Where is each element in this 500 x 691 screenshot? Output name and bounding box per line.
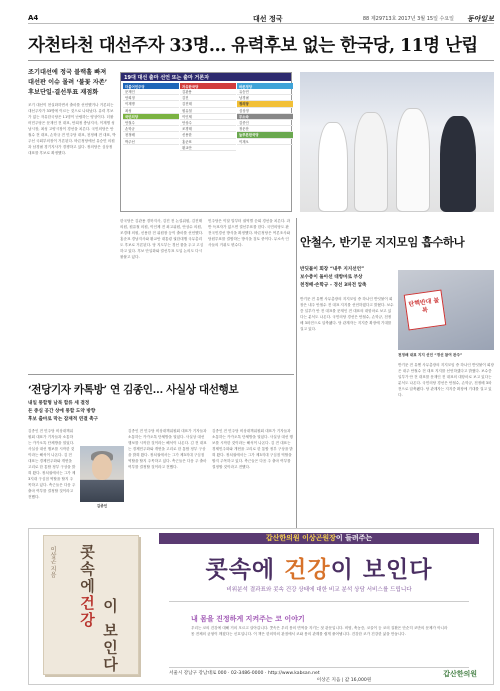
ad-title-part: 콧속에 — [205, 556, 285, 583]
book-title-continued: 이 보인다 — [101, 598, 119, 674]
table-row: 국민의당 — [123, 114, 179, 120]
ad-contact: 서울시 강남구 강남대로 000 · 02-3486-0000 · http://www.kabsan.net — [169, 671, 320, 676]
book-cover: 이상곤 지음 콧속에건강 이 보인다 이상곤 지음 | 값 16,000원 — [43, 535, 139, 675]
ad-author: 갑산한의원 이상곤원장 — [265, 534, 336, 542]
table-title: 19대 대선 출마 선언 또는 출마 거론자 — [121, 73, 291, 81]
book-title-highlight: 건강 — [78, 595, 96, 629]
ad-section-title: 내 몸을 진정하게 지켜주는 코 이야기 — [191, 615, 305, 623]
ad-title-part: 이 보인다 — [330, 556, 433, 583]
subhead-line: 보수층이 돌아선 대항마로 부상 — [300, 275, 363, 280]
table-row: 신용한 — [180, 132, 236, 138]
clinic-logo: 갑산한의원 — [443, 670, 477, 678]
divider — [28, 60, 494, 61]
candidates-photo — [300, 72, 494, 212]
table-row: 안희정 — [123, 95, 179, 101]
table-row: 정의당 — [237, 101, 293, 107]
table-column — [237, 83, 293, 145]
section-name: 대선 정국 — [253, 15, 283, 23]
column-header: 바른정당 — [237, 83, 293, 89]
subhead-line: 후보 출마로 막는 잠재적 연결 촉구 — [28, 417, 99, 422]
ad-title — [159, 551, 479, 584]
table-row: 조경태 — [180, 126, 236, 132]
rally-photo — [398, 270, 494, 350]
kim-body-left: 김종인 전 민주당 비상대책위원회 대표가 기자들과 소통하는 카카오톡 단체방을 열었다. 사실상 대선 행보를 시작한 것이라는 해석이 나온다. 김 전 대표는 경제민주화와 개헌을 고리로 한 통합 정부 구상을 밝혀 왔다. 정치권에서는 그가 제3지대 구심점 역할을 할지 주목하고 있다. 측근들은 다음 주 출마 여부를 결정할 것이라고 전했다. — [28, 429, 76, 499]
kim-headline: ‘전당기자 카톡방’ 연 김종인… 사실상 대선행보 — [28, 384, 239, 396]
table-row: 김진 — [180, 95, 236, 101]
column-header: 더불어민주당 — [123, 83, 179, 89]
subhead-line: 돈 중심 공간 상에 통합 도약 방향 — [28, 409, 96, 414]
table-row: 최성 — [123, 108, 179, 114]
ahn-body: 반기문 전 유엔 사무총장의 지지모임 중 하나인 반딧불이 회장은 내주 안철수 전 대표 지지를 선언하겠다고 밝혔다. 보수층 일부가 안 전 대표를 문재인 전 대표의 대항마로 보고 있다는 분석도 나온다. 국민의당 경선은 안철수, 손학규, 천정배 3파전으로 압축됐다. 당 관계자는 지지층 확장에 기대를 걸고 있다. — [300, 297, 394, 331]
page-number: A4 — [28, 14, 39, 22]
table-row: 손학규 — [123, 126, 179, 132]
table-row: 이인제 — [180, 114, 236, 120]
subhead-line: 천정배·손학규 - 경선 3파전 압축 — [300, 283, 367, 288]
article-body-left: 조기 대선이 현실화하면서 출마를 선언했거나 거론되는 대선주자가 33명에 이르는 것으로 나타났다. 유력 후보가 없는 자유한국당은 11명이 난립하는 양상이다. 더불어민주당은 문재인 전 대표, 안희정 충남지사, 이재명 성남시장, 최성 고양시장이 경선을 치른다. 국민의당은 안철수 전 대표, 손학규 전 민주당 대표, 천정배 전 대표, 박주선 국회부의장이 거론된다. 바른정당에선 유승민 의원과 남경필 경기지사가 경쟁하고 있다. 정의당은 심상정 대표를 후보로 확정했다. — [28, 103, 116, 155]
ad-divider — [169, 667, 469, 668]
table-row: 남경필 — [237, 95, 293, 101]
table-column — [123, 83, 179, 145]
lead-line: 후보단일·결선투표 재점화 — [28, 89, 99, 96]
kim-body-right: 김종인 전 민주당 비상대책위원회 대표가 기자들과 소통하는 카카오톡 단체방을 열었다. 사실상 대선 행보를 시작한 것이라는 해석이 나온다. 김 전 대표는 경제민주화와 개헌을 고리로 한 통합 정부 구상을 밝혀 왔다. 정치권에서는 그가 제3지대 구심점 역할을 할지 주목하고 있다. 측근들은 다음 주 출마 여부를 결정할 것이라고 전했다. — [212, 429, 293, 469]
table-row: 안철수 — [123, 120, 179, 126]
kim-body-middle: 김종인 전 민주당 비상대책위원회 대표가 기자들과 소통하는 카카오톡 단체방을 열었다. 사실상 대선 행보를 시작한 것이라는 해석이 나온다. 김 전 대표는 경제민주화와 개헌을 고리로 한 통합 정부 구상을 밝혀 왔다. 정치권에서는 그가 제3지대 구심점 역할을 할지 주목하고 있다. 측근들은 다음 주 출마 여부를 결정할 것이라고 전했다. — [128, 429, 207, 469]
issue-info: 88 제29713호 2017년 3월 15일 수요일 — [362, 16, 454, 22]
table-row: 무소속 — [237, 114, 293, 120]
lead-line: 조기대선에 정국 블랙홀 빠져 — [28, 69, 107, 76]
table-row: 황교안 — [180, 145, 236, 151]
table-row: 늘푸른한국당 — [237, 132, 293, 138]
table-row: 김진태 — [180, 101, 236, 107]
ad-body: 우리는 코의 건강에 대해 거의 모르고 살아갑니다. 콧속은 우리 몸의 면역을 지키는 첫 관문입니다. 비염, 축농증, 코골이 등 코의 질환은 단순히 코만의 문제가 아니라 몸 전체의 균형이 깨졌다는 신호입니다. 이 책은 한의학의 관점에서 코와 몸의 관계를 쉽게 풀어냅니다. 건강한 코가 건강한 삶을 만듭니다. — [191, 626, 448, 636]
table-row: 김종인 — [237, 120, 293, 126]
ahn-subhead — [300, 266, 396, 290]
article-body-right: 민주당은 이달 말부터 권역별 순회 경선을 치른다. 과반 득표자가 없으면 결선투표를 한다. 국민의당도 완전국민경선 방식을 확정했다. 바른정당은 여론조사와 당원투표를 결합하는 방식을 검토 중이다. 무소속 인사들의 거취도 변수다. — [208, 219, 291, 247]
table-row: 문재인 — [123, 89, 179, 95]
table-row: 천정배 — [123, 132, 179, 138]
page-header — [28, 14, 494, 24]
main-headline: 자천타천 대선주자 33명… 유력후보 없는 한국당, 11명 난립 — [28, 36, 478, 56]
table-column — [180, 83, 236, 151]
table-row: 원유철 — [180, 108, 236, 114]
table-row: 유승민 — [237, 89, 293, 95]
table-row: 박주선 — [123, 139, 179, 145]
column-header: 자유한국당 — [180, 83, 236, 89]
subhead-line: 반딧불이 회장 “내주 지지선언” — [300, 267, 365, 272]
book-advertisement — [28, 528, 494, 685]
photo-caption: 천정배 대표 지지 선언 “경선 참여 완주” — [398, 353, 463, 357]
lead-summary — [28, 68, 116, 98]
column-divider — [296, 218, 297, 528]
table-row: 정운찬 — [237, 126, 293, 132]
ahn-body-continued: 반기문 전 유엔 사무총장의 지지모임 중 하나인 반딧불이 회장은 내주 안철수 전 대표 지지를 선언하겠다고 밝혔다. 보수층 일부가 안 전 대표를 문재인 전 대표의 대항마로 보고 있다는 분석도 나온다. 국민의당 경선은 안철수, 손학규, 천정배 3파전으로 압축됐다. 당 관계자는 지지층 확장에 기대를 걸고 있다. — [398, 363, 494, 397]
table-row: 김관용 — [180, 89, 236, 95]
portrait-face — [92, 454, 112, 480]
person-figure — [440, 116, 476, 212]
ad-divider — [169, 601, 469, 602]
kim-portrait — [80, 446, 124, 502]
table-row: 심상정 — [237, 108, 293, 114]
person-figure — [354, 112, 388, 212]
table-row: 이재오 — [237, 139, 293, 145]
person-figure — [318, 122, 348, 212]
candidate-table — [120, 72, 292, 212]
masthead: 동아일보 — [466, 15, 494, 23]
table-row: 홍준표 — [180, 139, 236, 145]
book-spine-text: 이상곤 지음 — [49, 546, 56, 578]
book-title — [78, 544, 95, 629]
ahn-headline: 안철수, 반기문 지지모임 흡수하나 — [300, 235, 465, 249]
article-body-middle: 한국당은 김관용 경북지사, 김진 전 논설위원, 김진태 의원, 원유철 의원, 이인제 전 최고위원, 안상수 의원, 조경태 의원, 신용한 전 위원장 등이 출마를 선언했다. 홍준표 경남지사와 황교안 대통령 권한대행 국무총리도 후보로 거론된다. 당 지도부는 경선 룰을 두고 고심하고 있다. 후보 단일화와 결선투표 도입 논의도 다시 불붙고 있다. — [120, 219, 204, 259]
protest-sign: 탄핵반대 불복 — [404, 290, 447, 331]
book-title-part: 콧속에 — [78, 544, 96, 595]
ad-banner — [159, 533, 479, 544]
kim-subhead — [28, 400, 138, 424]
person-figure — [396, 108, 430, 212]
ad-banner-suffix: 이 들려주는 — [335, 534, 373, 542]
ad-title-highlight: 건강 — [284, 556, 331, 583]
lead-line: 대선판 이슈 몰려 ‘불꽃 자존’ — [28, 79, 108, 86]
ad-tagline: 비위분석 결과표와 콧속 건강 상태에 대한 비교 분석 상담 서비스를 드립니다 — [226, 587, 412, 593]
portrait-caption: 김종인 — [96, 504, 108, 508]
divider — [28, 374, 294, 375]
table-row: 안상수 — [180, 120, 236, 126]
subhead-line: 내일 통합형 남북 합류 세 결정 — [28, 401, 90, 406]
table-row: 이재명 — [123, 101, 179, 107]
